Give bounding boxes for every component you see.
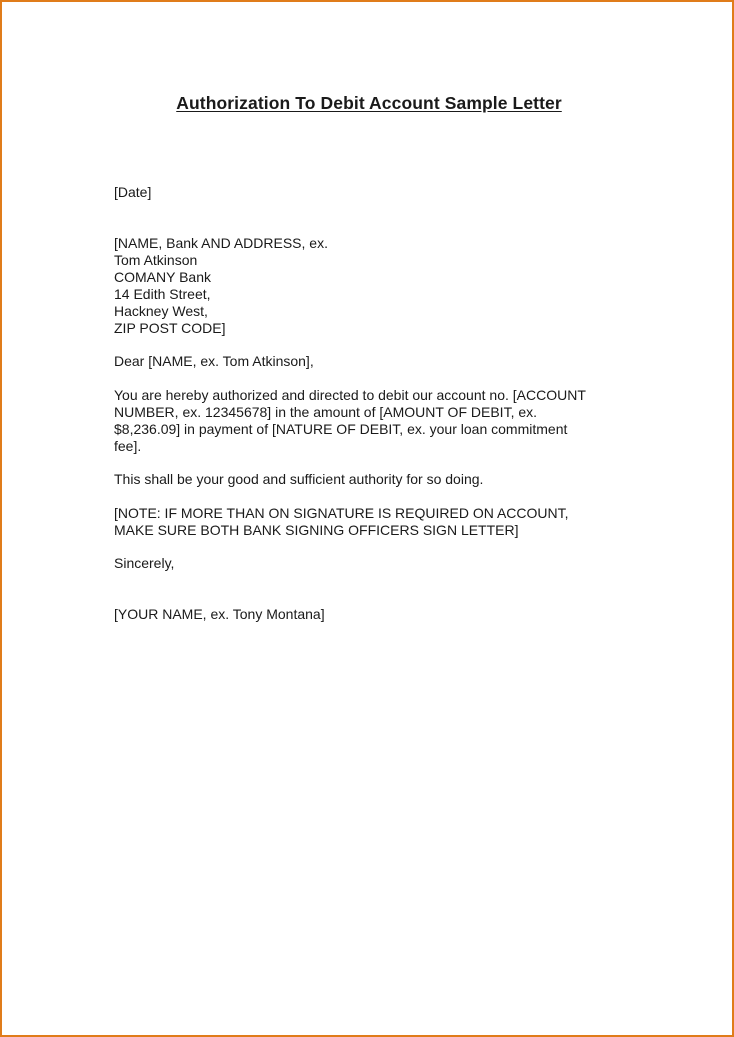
salutation: Dear [NAME, ex. Tom Atkinson], bbox=[114, 353, 314, 369]
signature-name: [YOUR NAME, ex. Tony Montana] bbox=[114, 606, 325, 622]
authorization-paragraph bbox=[114, 387, 614, 455]
note-line: MAKE SURE BOTH BANK SIGNING OFFICERS SIGN LETTER] bbox=[114, 522, 519, 538]
paragraph-line: You are hereby authorized and directed to debit our account no. [ACCOUNT bbox=[114, 387, 586, 403]
letter-title: Authorization To Debit Account Sample Letter bbox=[176, 93, 562, 113]
authority-paragraph: This shall be your good and sufficient authority for so doing. bbox=[114, 471, 484, 487]
address-line: 14 Edith Street, bbox=[114, 286, 211, 302]
closing: Sincerely, bbox=[114, 555, 175, 571]
address-line: Tom Atkinson bbox=[114, 252, 198, 268]
paragraph-line: $8,236.09] in payment of [NATURE OF DEBIT, ex. your loan commitment bbox=[114, 421, 568, 437]
paragraph-line: fee]. bbox=[114, 438, 142, 454]
paragraph-line: NUMBER, ex. 12345678] in the amount of [AMOUNT OF DEBIT, ex. bbox=[114, 404, 538, 420]
signature-note bbox=[114, 505, 614, 539]
note-line: [NOTE: IF MORE THAN ON SIGNATURE IS REQUIRED ON ACCOUNT, bbox=[114, 505, 569, 521]
letter-date: [Date] bbox=[114, 184, 152, 200]
address-line: COMANY Bank bbox=[114, 269, 211, 285]
address-line: Hackney West, bbox=[114, 303, 208, 319]
recipient-address-block bbox=[114, 235, 614, 337]
address-line: [NAME, Bank AND ADDRESS, ex. bbox=[114, 235, 328, 251]
address-line: ZIP POST CODE] bbox=[114, 320, 226, 336]
